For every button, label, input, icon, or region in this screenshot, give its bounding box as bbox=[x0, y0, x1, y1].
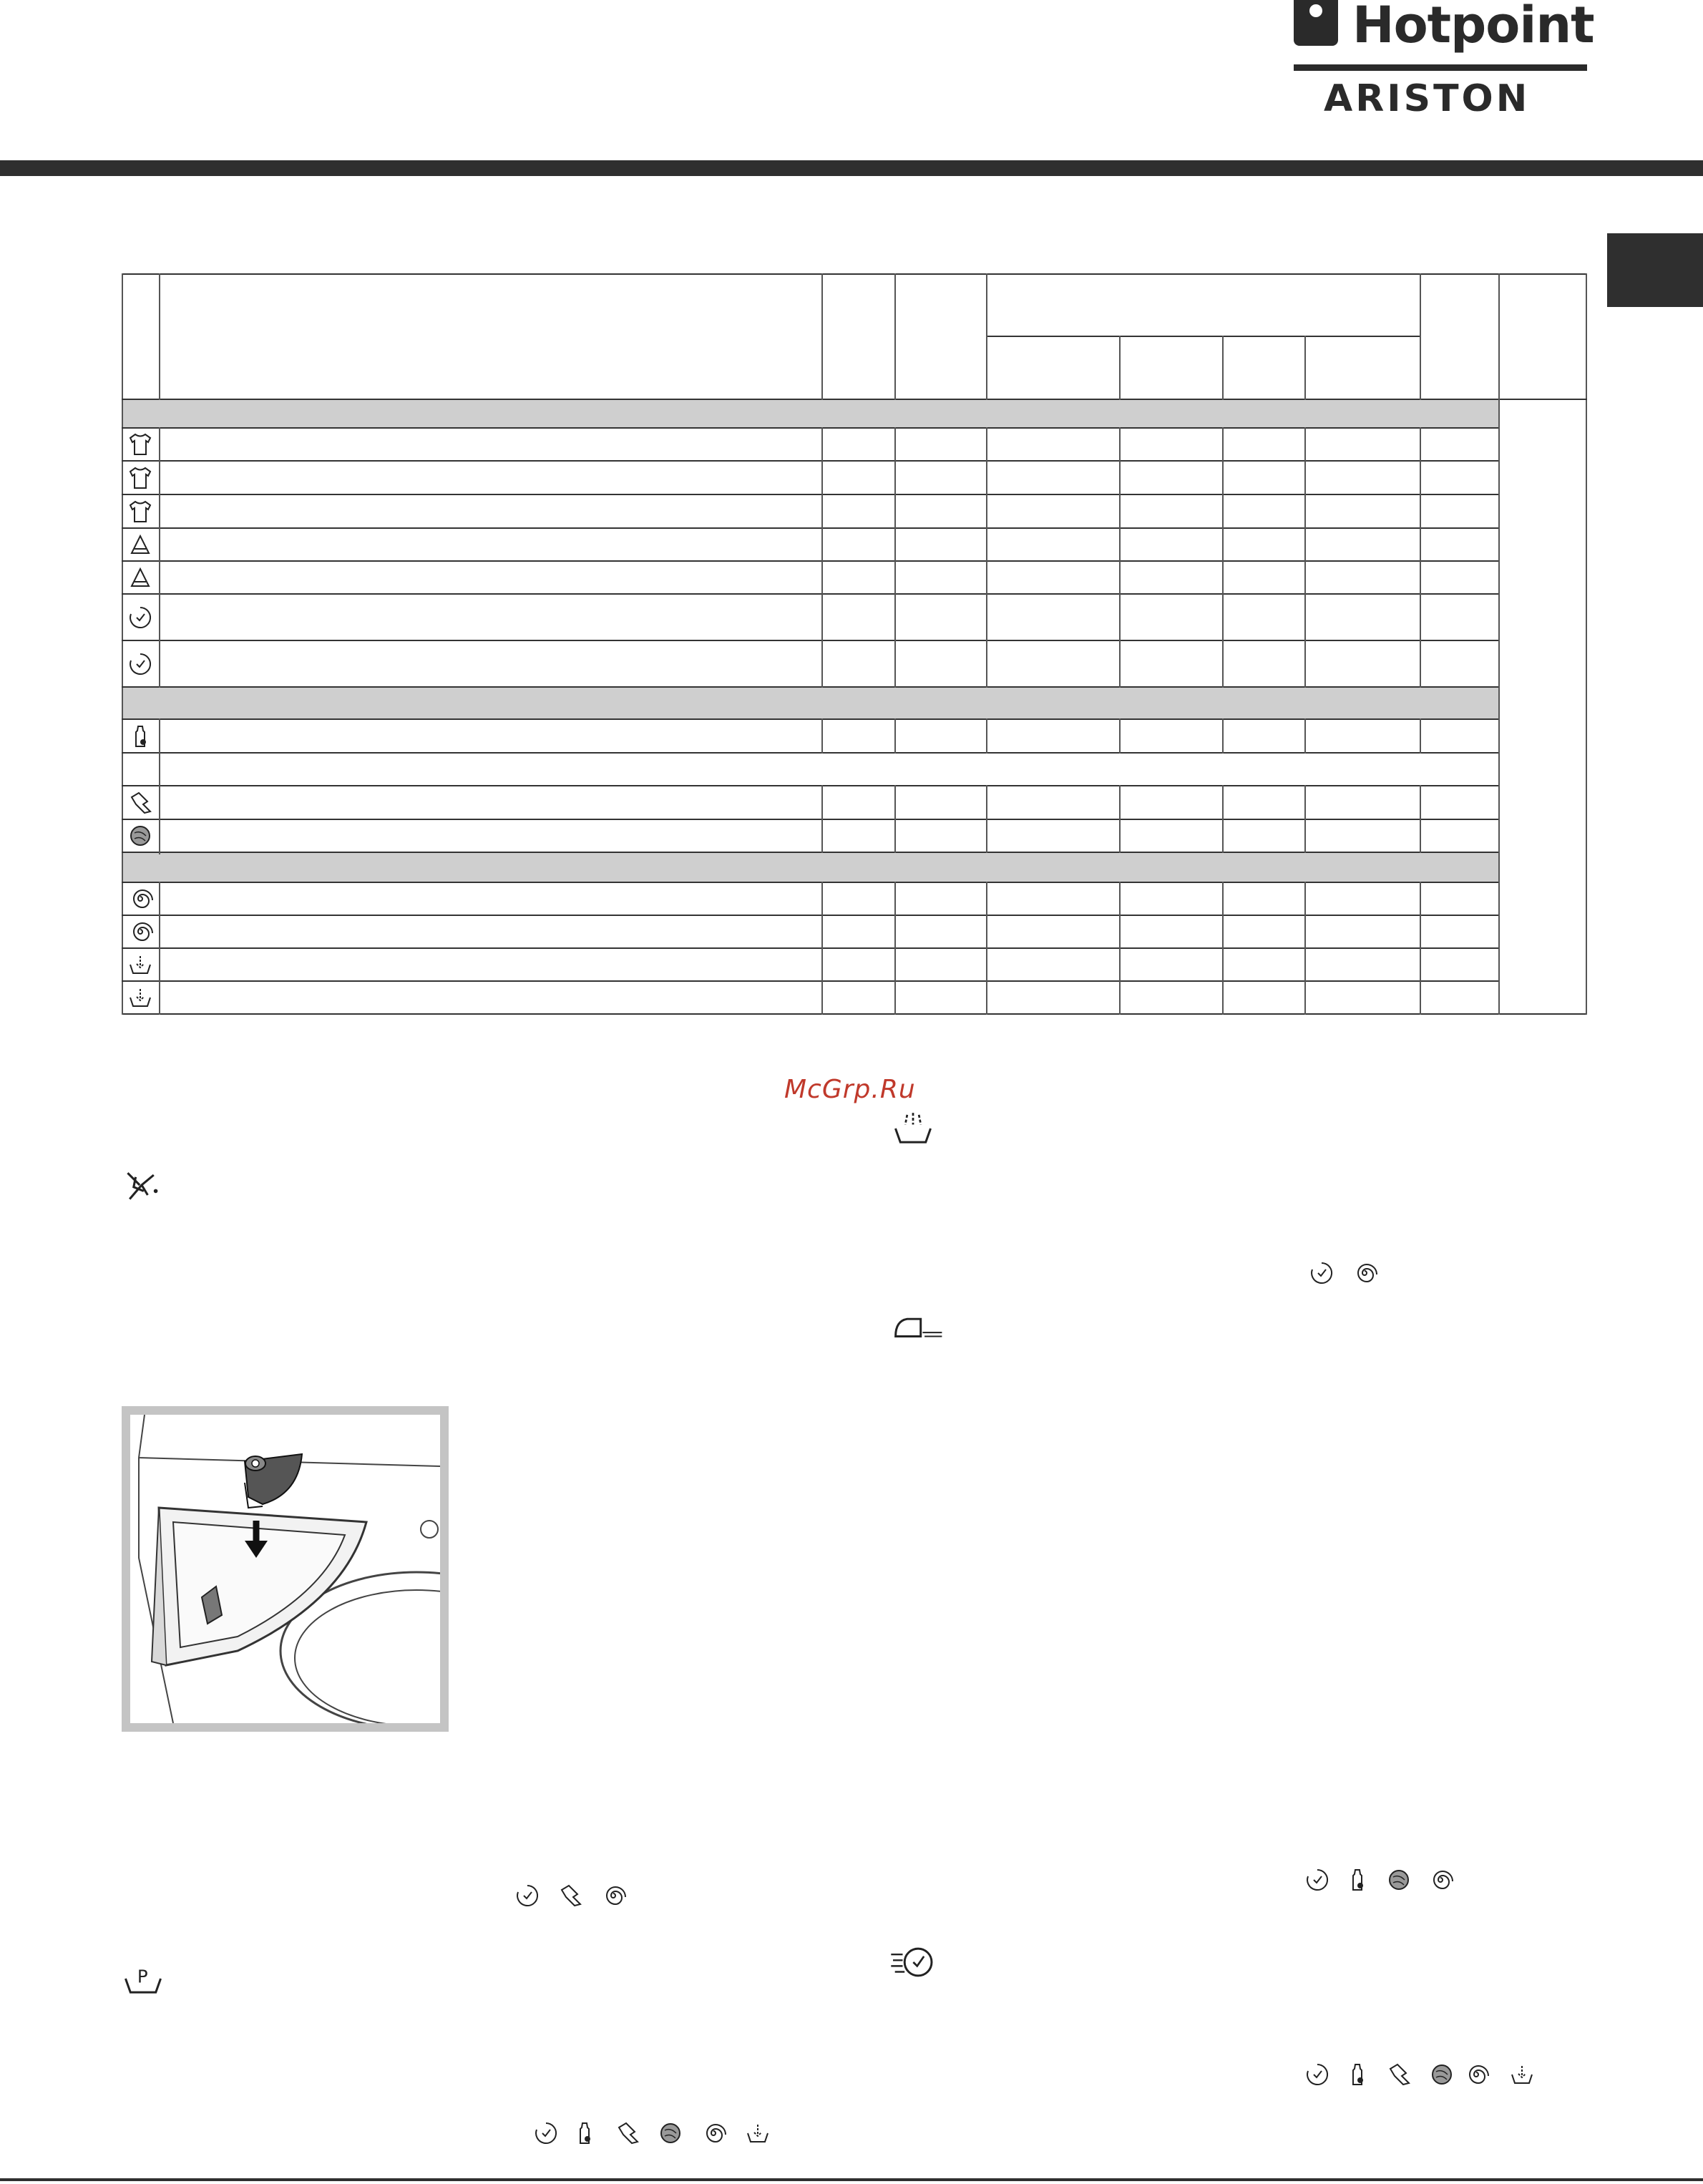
timer-icon bbox=[509, 1879, 545, 1912]
col-rule bbox=[821, 882, 823, 1015]
section-band-2 bbox=[123, 687, 1498, 718]
section-band-1 bbox=[123, 400, 1498, 428]
row-rule bbox=[122, 785, 1498, 786]
col-rule bbox=[1222, 785, 1224, 853]
row-rule bbox=[122, 718, 1498, 720]
logo-divider bbox=[1294, 64, 1587, 71]
col-rule bbox=[821, 273, 823, 400]
col-rule bbox=[894, 882, 896, 1015]
col-rule bbox=[986, 718, 987, 754]
spin-icon bbox=[1347, 1257, 1382, 1290]
row-rule bbox=[122, 947, 1498, 949]
col-rule bbox=[159, 718, 160, 854]
col-rule bbox=[1420, 718, 1421, 754]
col-rule bbox=[1222, 336, 1224, 400]
logo-mark bbox=[1294, 0, 1338, 46]
row-rule bbox=[122, 640, 1498, 641]
row-rule bbox=[122, 819, 1498, 820]
spin-icon bbox=[595, 1879, 631, 1912]
spin-icon bbox=[696, 2117, 731, 2150]
col-rule bbox=[894, 427, 896, 688]
col-rule bbox=[1119, 785, 1121, 853]
spin-icon bbox=[1423, 1863, 1458, 1896]
row-rule bbox=[122, 427, 1498, 429]
language-tab bbox=[1607, 233, 1703, 307]
silk-icon bbox=[123, 786, 157, 819]
section-band-3 bbox=[123, 853, 1498, 882]
row-rule bbox=[122, 494, 1498, 495]
row-rule bbox=[122, 915, 1498, 916]
col-rule bbox=[986, 785, 987, 853]
timer-icon bbox=[123, 595, 157, 640]
silk-icon bbox=[1381, 2058, 1417, 2091]
watermark-text: McGrp.Ru bbox=[784, 1075, 916, 1104]
shirt-icon bbox=[123, 462, 157, 494]
stain-icon bbox=[120, 1165, 163, 1205]
col-rule bbox=[821, 427, 823, 688]
col-rule bbox=[1304, 718, 1306, 754]
col-rule bbox=[1222, 882, 1224, 1015]
row-rule bbox=[122, 560, 1498, 562]
col-rule bbox=[821, 718, 823, 754]
drain-icon bbox=[1504, 2058, 1540, 2091]
col-rule bbox=[1420, 427, 1421, 688]
header-bottom-rule bbox=[122, 399, 1587, 400]
spin-icon bbox=[1458, 2058, 1494, 2091]
col-rule bbox=[1420, 785, 1421, 853]
baby-bottle-icon bbox=[1340, 2058, 1375, 2091]
col-rule bbox=[159, 273, 160, 400]
row-rule bbox=[122, 686, 1498, 688]
col-rule bbox=[894, 785, 896, 853]
spin-icon bbox=[123, 883, 157, 915]
synthetic-icon bbox=[123, 562, 157, 593]
col-rule bbox=[821, 785, 823, 853]
wool-icon bbox=[123, 820, 157, 852]
col-rule bbox=[159, 427, 160, 688]
col-rule bbox=[1304, 336, 1306, 400]
footer-rule bbox=[0, 2178, 1703, 2181]
brand-logo: Hotpoint bbox=[1352, 0, 1594, 54]
drain-icon bbox=[123, 982, 157, 1013]
prewash-icon bbox=[120, 1958, 166, 1999]
col-rule bbox=[986, 427, 987, 688]
timer-icon bbox=[528, 2117, 564, 2150]
row-rule bbox=[122, 752, 1498, 754]
baby-bottle-icon bbox=[1340, 1863, 1375, 1896]
timer-icon bbox=[1299, 2058, 1335, 2091]
svg-text:P: P bbox=[137, 1966, 148, 1987]
row-rule bbox=[122, 852, 1498, 853]
col-rule bbox=[1119, 427, 1121, 688]
col-rule bbox=[1304, 785, 1306, 853]
baby-bottle-icon bbox=[123, 720, 157, 752]
table-right-border bbox=[1586, 273, 1587, 1015]
table-top-border bbox=[122, 273, 1587, 275]
brand-sub-logo: ARISTON bbox=[1324, 77, 1531, 120]
shirt-icon bbox=[123, 429, 157, 460]
col-rule bbox=[1119, 718, 1121, 754]
synthetic-icon bbox=[123, 529, 157, 560]
col-rule bbox=[1222, 427, 1224, 688]
col-rule bbox=[986, 882, 987, 1015]
detergent-dispenser-illustration bbox=[122, 1406, 449, 1732]
col-rule bbox=[1420, 273, 1421, 400]
iron-icon bbox=[890, 1307, 947, 1347]
col-rule bbox=[1119, 336, 1121, 400]
row-rule bbox=[122, 527, 1498, 529]
col-rule bbox=[1304, 882, 1306, 1015]
wool-icon bbox=[1381, 1863, 1417, 1896]
col-rule bbox=[1222, 718, 1224, 754]
col-rule bbox=[1498, 273, 1500, 1015]
row-rule bbox=[122, 593, 1498, 595]
drain-icon bbox=[740, 2117, 776, 2150]
row-rule bbox=[122, 980, 1498, 982]
col-rule bbox=[1119, 882, 1121, 1015]
header-subrule bbox=[986, 336, 1420, 337]
table-bottom-border bbox=[122, 1013, 1587, 1015]
col-rule bbox=[1420, 882, 1421, 1015]
shirt-icon bbox=[123, 495, 157, 527]
rinse-icon bbox=[890, 1108, 936, 1149]
col-rule bbox=[986, 273, 987, 400]
col-rule bbox=[159, 882, 160, 1015]
silk-icon bbox=[552, 1879, 588, 1912]
wool-icon bbox=[1424, 2058, 1460, 2091]
col-rule bbox=[894, 273, 896, 400]
timer-icon bbox=[123, 641, 157, 686]
drain-icon bbox=[123, 949, 157, 980]
timer-icon bbox=[1299, 1863, 1335, 1896]
row-rule bbox=[122, 882, 1498, 883]
header-bar bbox=[0, 160, 1703, 176]
super-wash-icon bbox=[887, 1942, 937, 1982]
silk-icon bbox=[610, 2117, 645, 2150]
col-rule bbox=[1304, 427, 1306, 688]
spin-icon bbox=[123, 916, 157, 947]
row-rule bbox=[122, 460, 1498, 462]
wool-icon bbox=[653, 2117, 688, 2150]
col-rule bbox=[894, 718, 896, 754]
timer-icon bbox=[1304, 1257, 1340, 1290]
baby-bottle-icon bbox=[567, 2117, 602, 2150]
